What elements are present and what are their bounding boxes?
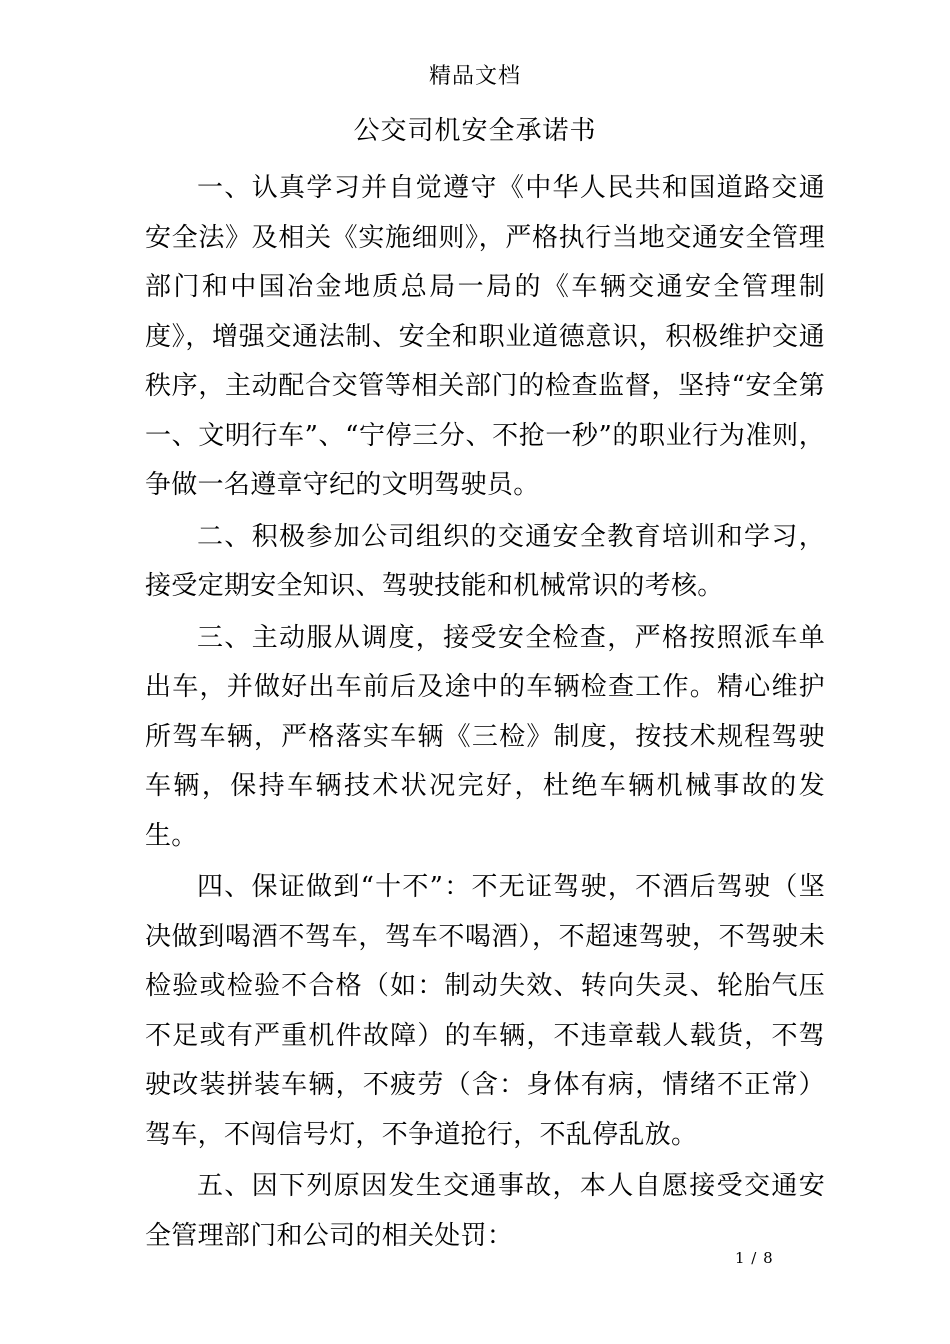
paragraph-4: 四、保证做到“十不”：不无证驾驶，不酒后驾驶（坚决做到喝酒不驾车，驾车不喝酒），不超速驾驶，不驾驶未检验或检验不合格（如：制动失效、转向失灵、轮胎气压不足或有严重机件故障）的车辆，不违章载人载货，不驾驶改装拼装车辆，不疲劳（含：身体有病，情绪不正常）驾车，不闯信号灯，不争道抢行，不乱停乱放。 bbox=[145, 872, 825, 1150]
document-title: 公交司机安全承诺书 bbox=[353, 116, 597, 146]
document-body bbox=[145, 164, 825, 1261]
paragraph-5: 五、因下列原因发生交通事故，本人自愿接受交通安全管理部门和公司的相关处罚： bbox=[145, 1171, 825, 1251]
page-number: 1 / 8 bbox=[735, 1249, 774, 1267]
paragraph-2: 二、积极参加公司组织的交通安全教育培训和学习，接受定期安全知识、驾驶技能和机械常识的考核。 bbox=[145, 521, 825, 601]
page-header: 精品文档 bbox=[428, 64, 521, 89]
paragraph-3: 三、主动服从调度，接受安全检查，严格按照派车单出车，并做好出车前后及途中的车辆检查工作。精心维护所驾车辆，严格落实车辆《三检》制度，按技术规程驾驶车辆，保持车辆技术状况完好，杜绝车辆机械事故的发生。 bbox=[145, 622, 825, 851]
paragraph-1: 一、认真学习并自觉遵守《中华人民共和国道路交通安全法》及相关《实施细则》，严格执行当地交通安全管理部门和中国冶金地质总局一局的《车辆交通安全管理制度》，增强交通法制、安全和职业道德意识，积极维护交通秩序，主动配合交管等相关部门的检查监督，坚持“安全第一、文明行车”、“宁停三分、不抢一秒”的职业行为准则，争做一名遵章守纪的文明驾驶员。 bbox=[145, 173, 825, 500]
